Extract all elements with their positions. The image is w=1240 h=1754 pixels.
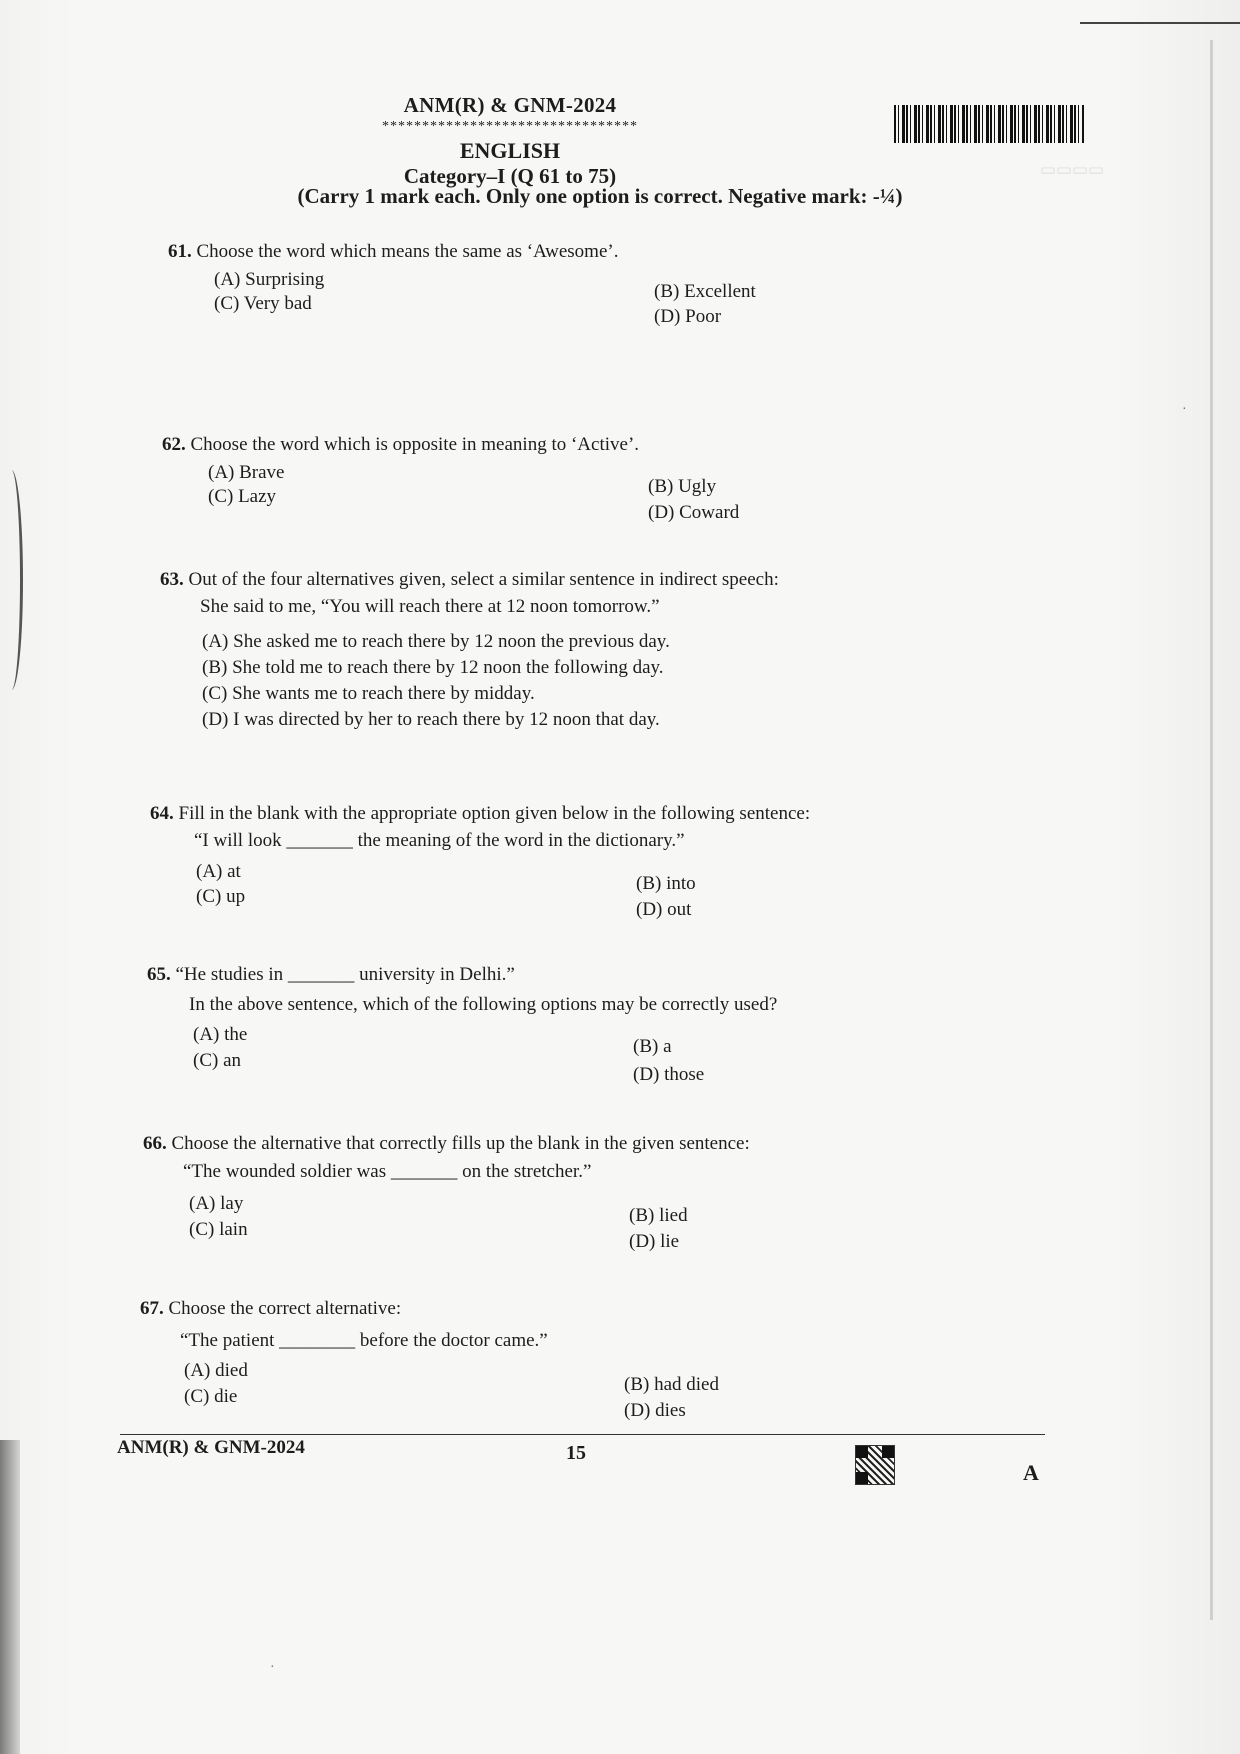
scan-speck: ·: [270, 1660, 275, 1675]
question-text: [160, 568, 1060, 592]
option-c[interactable]: (C) die: [184, 1386, 238, 1407]
question-text: [147, 963, 1067, 987]
exam-title: ANM(R) & GNM-2024: [403, 93, 617, 117]
question-number: 61.: [168, 241, 192, 262]
option-a[interactable]: (A) the: [193, 1024, 248, 1045]
option-c[interactable]: (C) Very bad: [214, 293, 312, 314]
question-number: 63.: [160, 569, 184, 590]
question-prompt: Out of the four alternatives given, select a similar sentence in indirect speech:: [188, 569, 779, 590]
question-text: [143, 1132, 1063, 1156]
subject-title: ENGLISH: [459, 138, 561, 163]
option-c[interactable]: (C) Lazy: [208, 486, 277, 507]
question-number: 64.: [150, 803, 174, 824]
option-b[interactable]: (B) lied: [629, 1205, 688, 1226]
question-number: 66.: [143, 1133, 167, 1154]
option-c[interactable]: (C) She wants me to reach there by midday.: [202, 683, 535, 704]
question-prompt: Choose the word which is opposite in meaning to ‘Active’.: [190, 434, 640, 455]
question-prompt: “He studies in _______ university in Delhi.”: [175, 964, 515, 985]
option-d[interactable]: (D) lie: [629, 1231, 680, 1252]
option-a[interactable]: (A) died: [184, 1360, 248, 1381]
star-divider: ********************************: [382, 119, 638, 134]
option-b[interactable]: (B) a: [633, 1036, 672, 1057]
option-a[interactable]: (A) lay: [189, 1193, 244, 1214]
question-text: [168, 240, 1068, 264]
marking-instructions: (Carry 1 mark each. Only one option is correct. Negative mark: -¼): [297, 184, 903, 208]
option-c[interactable]: (C) an: [193, 1050, 242, 1071]
question-67: [140, 1297, 1060, 1427]
option-b[interactable]: (B) into: [636, 873, 696, 894]
question-65: [147, 963, 1067, 1093]
option-a[interactable]: (A) Surprising: [214, 269, 325, 290]
question-62: [162, 433, 1062, 523]
option-d[interactable]: (D) those: [633, 1064, 705, 1085]
question-prompt: Fill in the blank with the appropriate option given below in the following sentence:: [178, 803, 811, 824]
option-a[interactable]: (A) at: [196, 861, 241, 882]
option-d[interactable]: (D) out: [636, 899, 692, 920]
question-sentence: She said to me, “You will reach there at 12 noon tomorrow.”: [200, 596, 660, 617]
option-d[interactable]: (D) dies: [624, 1400, 686, 1421]
page-number: 15: [566, 1442, 586, 1464]
question-number: 62.: [162, 434, 186, 455]
qr-code: [855, 1445, 895, 1485]
option-b[interactable]: (B) had died: [624, 1374, 719, 1395]
option-d[interactable]: (D) Coward: [648, 502, 740, 523]
question-sentence: In the above sentence, which of the following options may be correctly used?: [189, 994, 778, 1015]
option-d[interactable]: (D) I was directed by her to reach there by 12 noon that day.: [202, 709, 660, 730]
bleed-through: ▭▭▭▭: [1040, 160, 1105, 179]
question-prompt: Choose the alternative that correctly fills up the blank in the given sentence:: [171, 1133, 750, 1154]
scan-speck: ·: [1182, 402, 1187, 417]
question-66: [143, 1132, 1063, 1262]
question-sentence: “I will look _______ the meaning of the word in the dictionary.”: [194, 830, 685, 851]
page-edge: [1210, 40, 1213, 1620]
scan-shadow: [0, 1440, 20, 1754]
option-a[interactable]: (A) She asked me to reach there by 12 noon the previous day.: [202, 631, 670, 652]
question-number: 65.: [147, 964, 171, 985]
question-text: [150, 802, 1070, 826]
footer-exam-title: ANM(R) & GNM-2024: [117, 1437, 305, 1458]
option-b[interactable]: (B) Ugly: [648, 476, 717, 497]
question-61: [168, 240, 1068, 330]
option-d[interactable]: (D) Poor: [654, 306, 722, 327]
page-curl: [0, 470, 23, 690]
question-text: [140, 1297, 1060, 1321]
question-63: [160, 568, 1060, 748]
question-prompt: Choose the word which means the same as ‘Awesome’.: [196, 241, 619, 262]
category-title: Category–I (Q 61 to 75): [403, 164, 617, 188]
footer-divider: [120, 1434, 1045, 1435]
question-64: [150, 802, 1070, 932]
option-c[interactable]: (C) lain: [189, 1219, 248, 1240]
question-text: [162, 433, 1062, 457]
barcode: [894, 105, 1084, 143]
question-set: A: [1023, 1460, 1039, 1485]
option-c[interactable]: (C) up: [196, 886, 246, 907]
question-sentence: “The patient ________ before the doctor came.”: [180, 1330, 548, 1351]
option-b[interactable]: (B) She told me to reach there by 12 noon the following day.: [202, 657, 664, 678]
page-corner: [1080, 0, 1240, 24]
question-sentence: “The wounded soldier was _______ on the stretcher.”: [183, 1161, 592, 1182]
option-b[interactable]: (B) Excellent: [654, 281, 756, 302]
question-number: 67.: [140, 1298, 164, 1319]
page-header: [230, 93, 790, 189]
option-a[interactable]: (A) Brave: [208, 462, 285, 483]
question-prompt: Choose the correct alternative:: [168, 1298, 402, 1319]
